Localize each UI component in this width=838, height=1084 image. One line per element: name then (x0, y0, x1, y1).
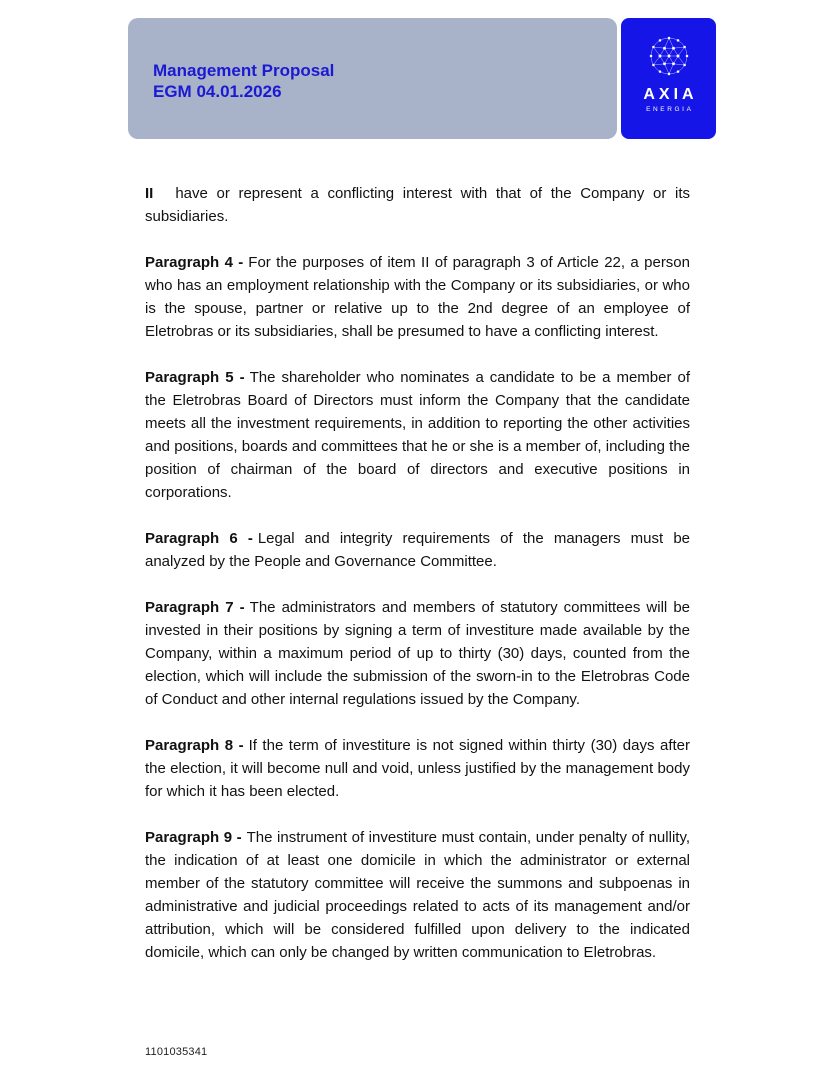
paragraph-text: For the purposes of item II of paragraph 3 of Article 22, a person who has an employment relationship with the Company or its subsidiaries, or who is the spouse, partner or relative up to the 2nd degree of an employee of Eletrobras or its subsidiaries, shall be presumed to have a conflicting interest. (145, 254, 690, 340)
document-title (153, 60, 334, 102)
paragraph-4 (145, 251, 690, 343)
logo-brand-text: AXIA (643, 86, 698, 103)
paragraph-text: The shareholder who nominates a candidate to be a member of the Eletrobras Board of Directors must inform the Company that the candidate meets all the investment requirements, in addition to reporting the other activities and positions, boards and committees that he or she is a member of, including the position of chairman of the board of directors and executive positions in corporations. (145, 369, 690, 501)
geodesic-sphere-icon (638, 26, 700, 86)
paragraph-lead: Paragraph 9 - (145, 829, 242, 846)
paragraph-8 (145, 734, 690, 803)
paragraph-text: have or represent a conflicting interest with that of the Company or its subsidiaries. (145, 185, 690, 225)
paragraph-6 (145, 527, 690, 573)
paragraph-lead: Paragraph 8 - (145, 737, 244, 754)
logo-brand-subtext: ENERGIA (646, 106, 694, 113)
document-title-line2: EGM 04.01.2026 (153, 82, 282, 101)
paragraph-5 (145, 366, 690, 504)
footer-code: 1101035341 (145, 1046, 208, 1058)
document-body (145, 182, 690, 987)
title-banner (128, 18, 617, 139)
paragraph-text: The instrument of investiture must contain, under penalty of nullity, the indication of at least one domicile in which the administrator or external member of the statutory committee will receive the summons and subpoenas in administrative and judicial proceedings related to acts of its management and/or attribution, which will be considered fulfilled upon delivery to the indicated domicile, which can only be changed by written communication to Eletrobras. (145, 829, 690, 961)
paragraph-lead: Paragraph 7 - (145, 599, 245, 616)
paragraph-7 (145, 596, 690, 711)
axia-logo (621, 18, 716, 139)
paragraph-lead: Paragraph 6 - (145, 530, 253, 547)
paragraph-text: If the term of investiture is not signed within thirty (30) days after the election, it will become null and void, unless justified by the management body for which it has been elected. (145, 737, 690, 800)
paragraph-text: Legal and integrity requirements of the managers must be analyzed by the People and Governance Committee. (145, 530, 690, 570)
paragraph-item-ii (145, 182, 690, 228)
paragraph-lead: Paragraph 4 - (145, 254, 244, 271)
paragraph-lead: II (145, 185, 154, 202)
paragraph-9 (145, 826, 690, 964)
paragraph-lead: Paragraph 5 - (145, 369, 245, 386)
document-title-line1: Management Proposal (153, 61, 335, 80)
paragraph-text: The administrators and members of statutory committees will be invested in their positions by signing a term of investiture made available by the Company, within a maximum period of up to thirty (30) days, counted from the election, which will include the submission of the sworn-in to the Eletrobras Code of Conduct and other internal regulations issued by the Company. (145, 599, 691, 708)
